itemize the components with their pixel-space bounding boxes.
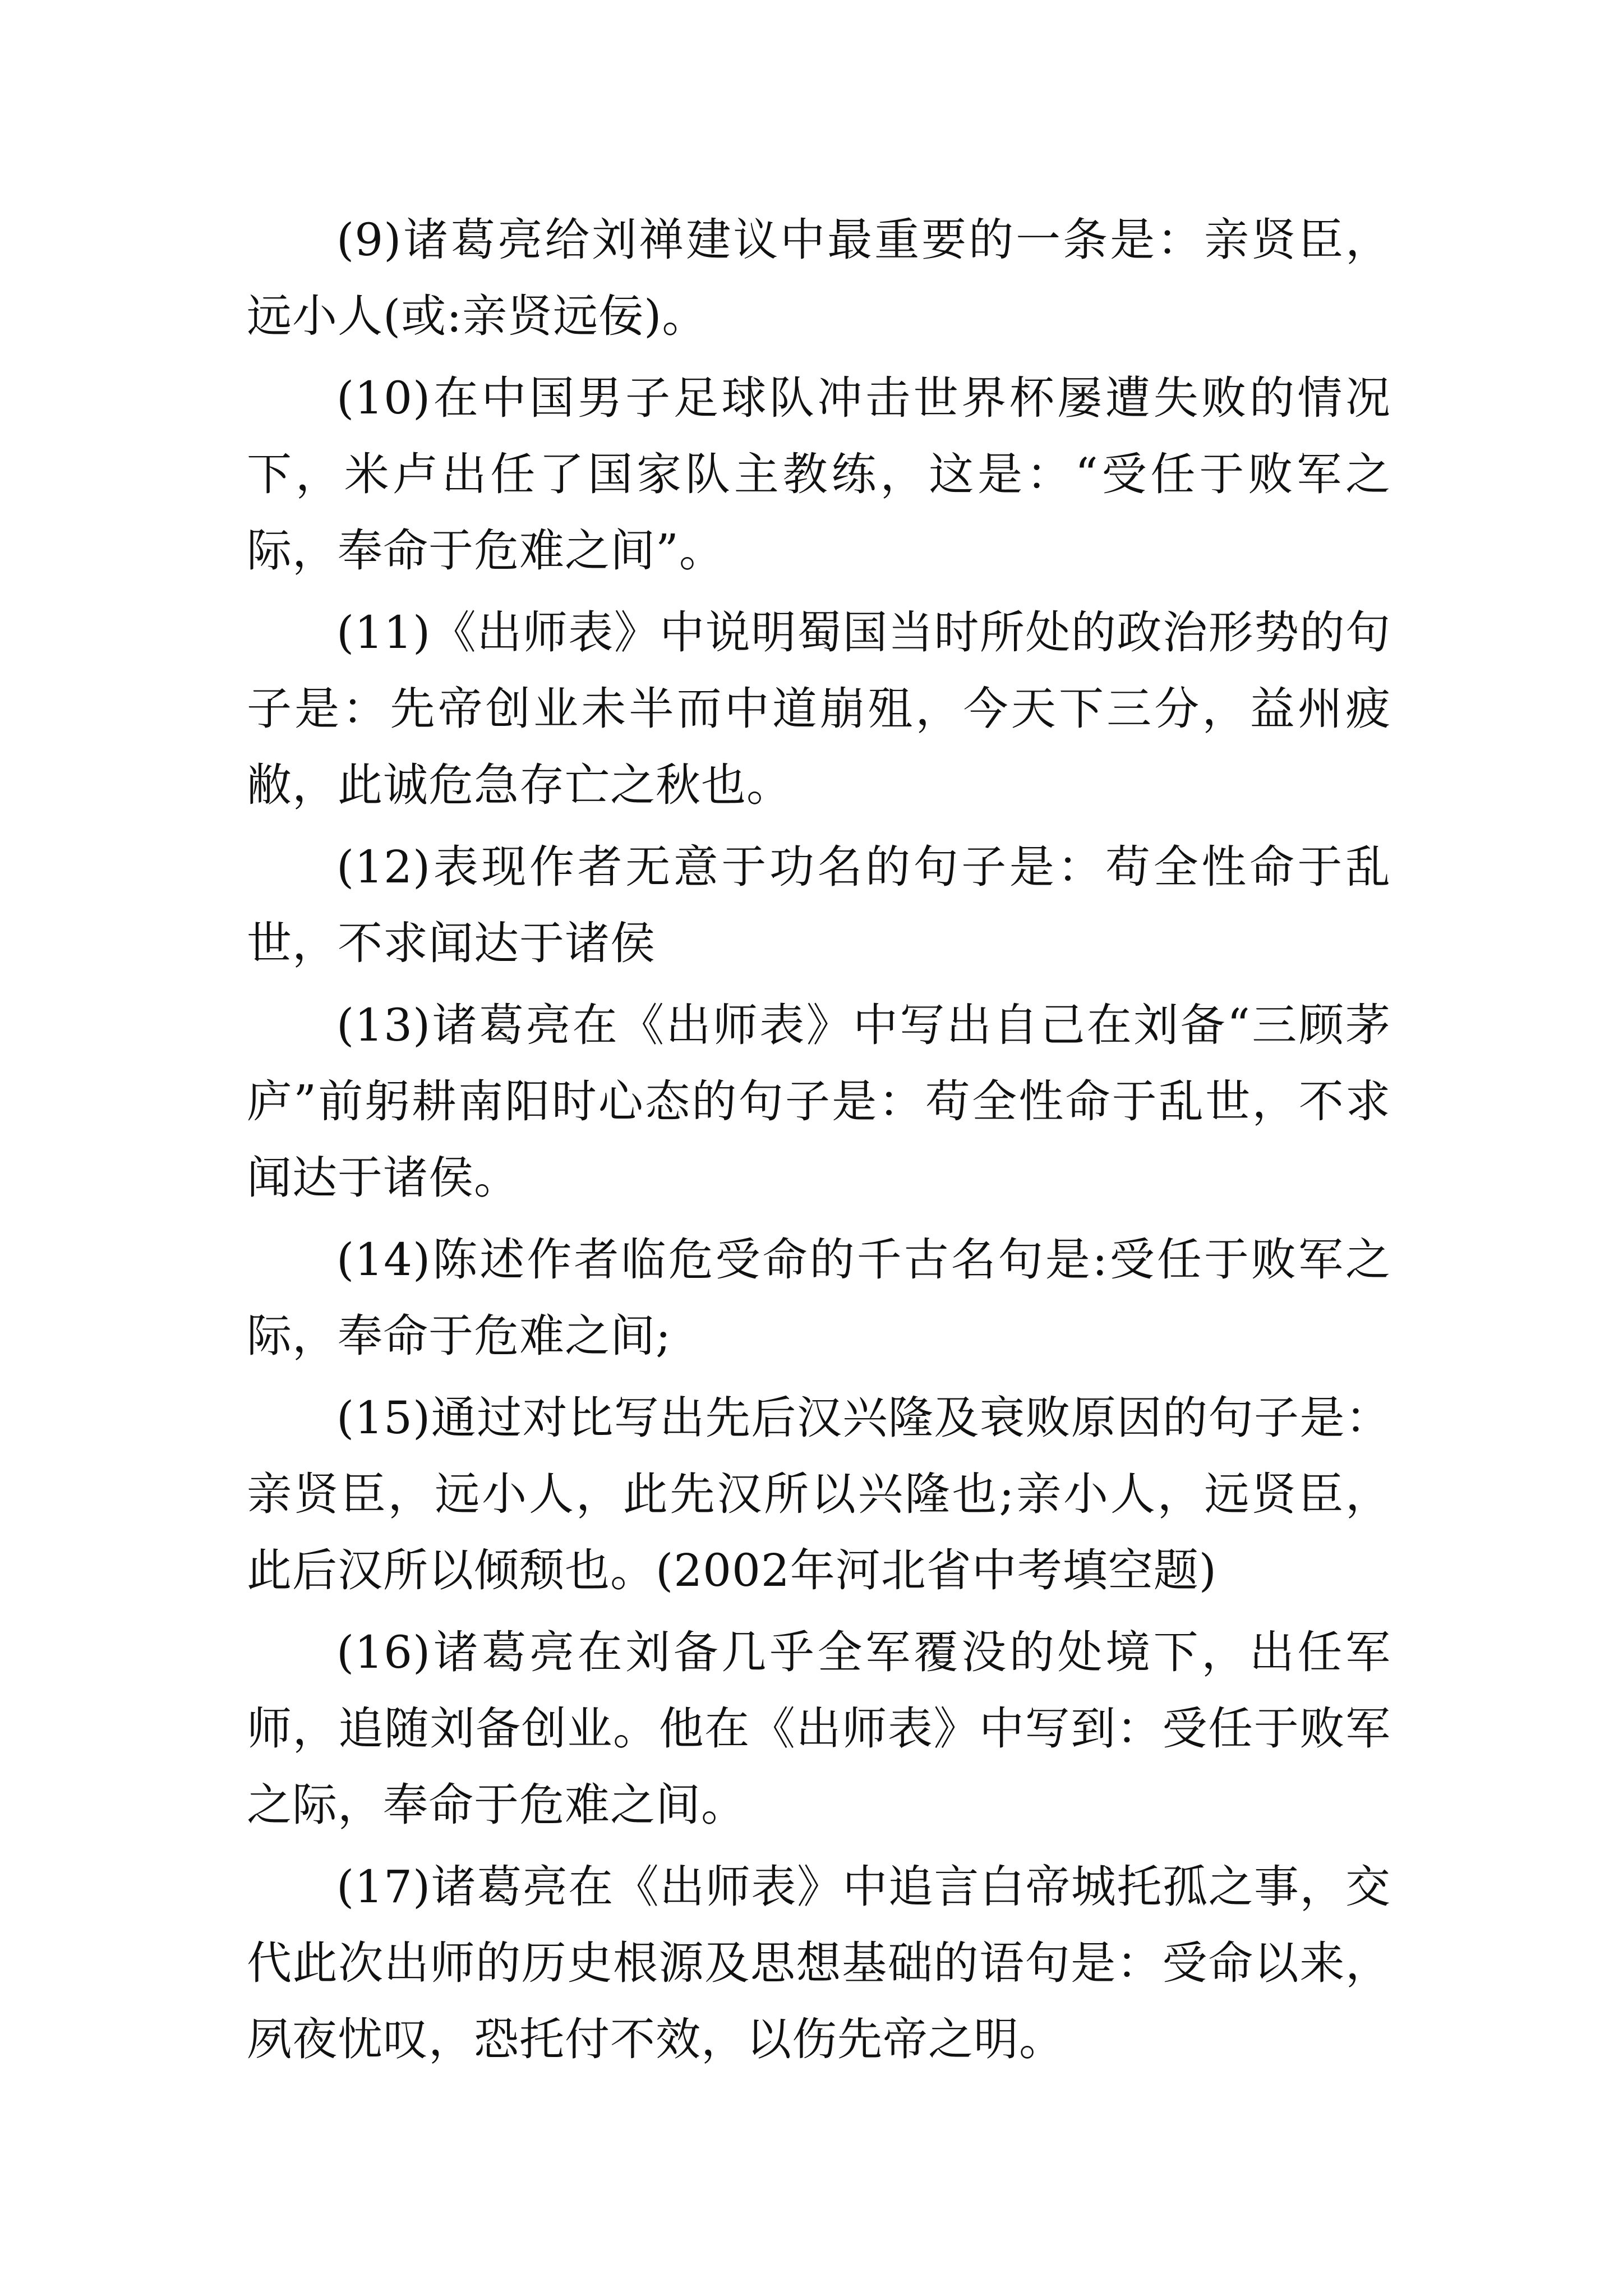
paragraph-12: (12)表现作者无意于功名的句子是：苟全性命于乱世，不求闻达于诸侯 bbox=[247, 841, 1391, 969]
paragraph-16: (16)诸葛亮在刘备几乎全军覆没的处境下，出任军师，追随刘备创业。他在《出师表》中写到：受任于败军之际，奉命于危难之间。 bbox=[247, 1626, 1391, 1831]
document-body bbox=[247, 202, 1391, 2078]
paragraph-15: (15)通过对比写出先后汉兴隆及衰败原因的句子是：亲贤臣，远小人，此先汉所以兴隆也;亲小人，远贤臣，此后汉所以倾颓也。(2002年河北省中考填空题) bbox=[247, 1392, 1391, 1596]
paragraph-14: (14)陈述作者临危受命的千古名句是:受任于败军之际，奉命于危难之间; bbox=[247, 1234, 1391, 1362]
paragraph-11: (11)《出师表》中说明蜀国当时所处的政治形势的句子是：先帝创业未半而中道崩殂，今天下三分，益州疲敝，此诚危急存亡之秋也。 bbox=[247, 606, 1391, 811]
paragraph-13: (13)诸葛亮在《出师表》中写出自己在刘备“三顾茅庐”前躬耕南阳时心态的句子是：苟全性命于乱世，不求闻达于诸侯。 bbox=[247, 999, 1391, 1204]
paragraph-17: (17)诸葛亮在《出师表》中追言白帝城托孤之事，交代此次出师的历史根源及思想基础的语句是：受命以来，夙夜忧叹，恐托付不效，以伤先帝之明。 bbox=[247, 1861, 1391, 2065]
paragraph-9: (9)诸葛亮给刘禅建议中最重要的一条是：亲贤臣，远小人(或:亲贤远佞)。 bbox=[247, 214, 1391, 342]
paragraph-10: (10)在中国男子足球队冲击世界杯屡遭失败的情况下，米卢出任了国家队主教练，这是：“受任于败军之际，奉命于危难之间”。 bbox=[247, 372, 1391, 577]
